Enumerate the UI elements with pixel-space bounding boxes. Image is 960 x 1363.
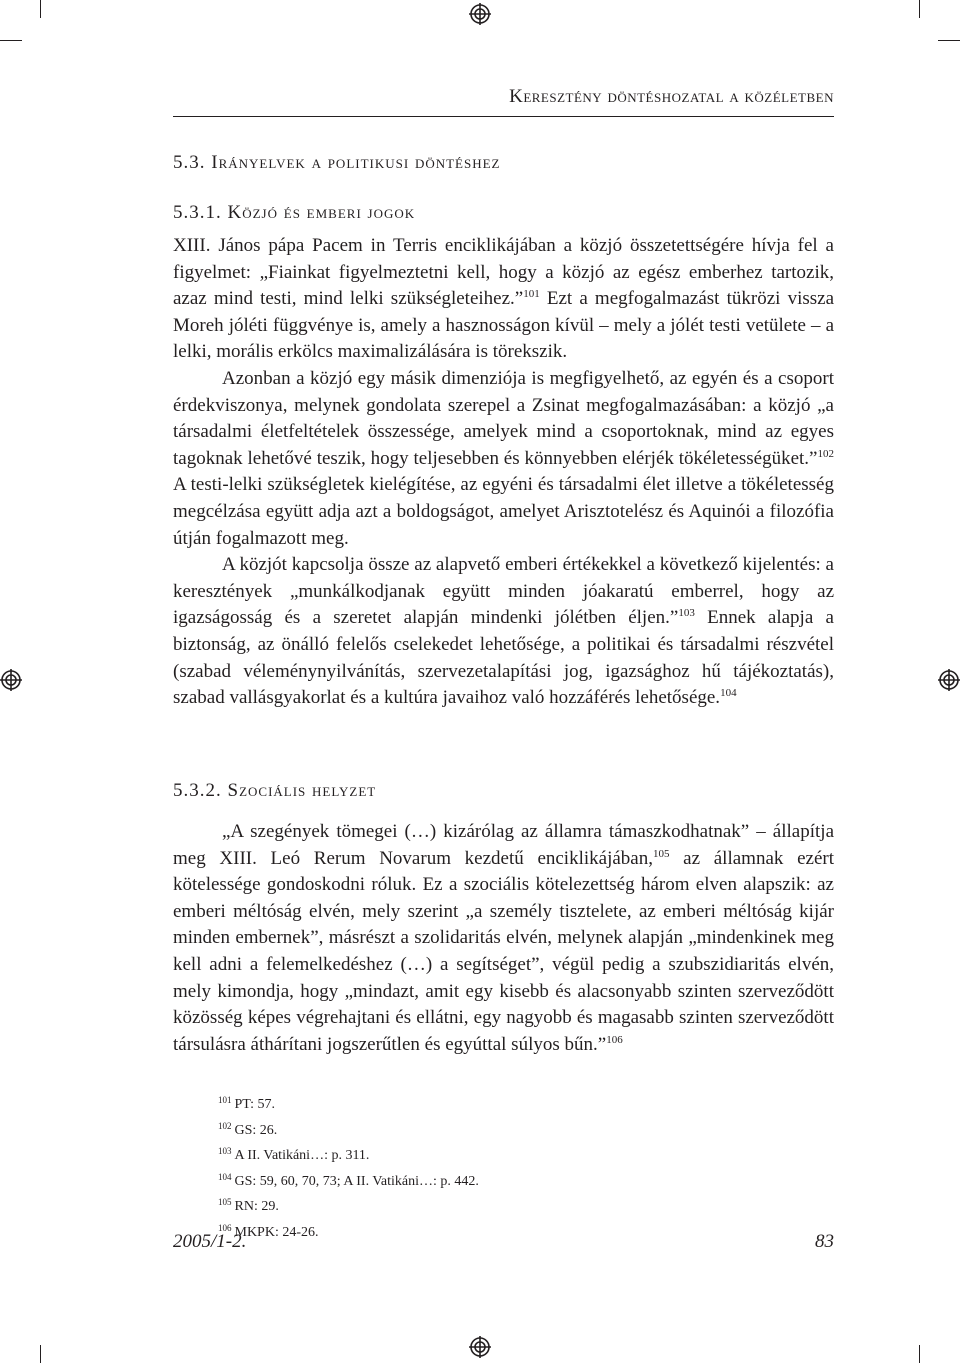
paragraph (173, 233, 834, 366)
footnote-text: PT: 57. (234, 1097, 276, 1112)
crop-mark (919, 0, 920, 18)
footnote-text: RN: 29. (234, 1199, 279, 1214)
paragraph-text: A testi-lelki szükségletek kielégítése, az egyéni és társadalmi élet illetve a tökéletesség megcélzása együtt adja azt a boldogságot, amelyet Arisztotelész és Aquinói a filozófia útján fogalmazott meg. (173, 474, 834, 549)
running-title: Keresztény döntéshozatal a közéletben (509, 86, 834, 107)
page-number: 83 (815, 1231, 834, 1252)
section-body-5-3-2 (173, 819, 834, 1058)
running-header (173, 86, 834, 117)
paragraph-text: Ezt a megfogalmazást tükrözi vissza Moreh jóléti függvénye is, amely a hasznosságon kívül – mely a jólét testi vetülete – a lelki, morális erkölcs maximalizálására is törekszik. (173, 288, 834, 363)
footnote-ref[interactable]: 101 (523, 288, 540, 301)
footnote (218, 1090, 479, 1116)
footnotes (218, 1090, 479, 1243)
footnote (218, 1167, 479, 1193)
footnote (218, 1141, 479, 1167)
footnote-ref[interactable]: 106 (606, 1033, 623, 1046)
footnote-ref[interactable]: 104 (720, 687, 737, 700)
footnote-number: 105 (218, 1197, 232, 1207)
paragraph-text: XIII. János pápa Pacem in Terris enciklikájában a közjó összetettségére hívja fel a figyelmet: „Fiainkat figyelmeztetni kell, hogy a közjó az egész emberhez tartozik, azaz mind testi, mind lelki szükségleteihez.” (173, 235, 834, 310)
crop-mark (40, 0, 41, 18)
paragraph-text: „A szegények tömegei (…) kizárólag az államra támaszkodhatnak” – állapítja meg XIII. Leó Rerum Novarum kezdetű enciklikájában, (173, 821, 834, 869)
footnote-text: MKPK: 24-26. (234, 1224, 319, 1240)
registration-mark-icon (469, 3, 491, 25)
section-heading-5-3-2: 5.3.2. Szociális helyzet (173, 780, 377, 801)
footnote-number: 102 (218, 1120, 232, 1131)
footnote-text: A II. Vatikáni…: p. 311. (234, 1148, 370, 1163)
registration-mark-icon (938, 669, 960, 691)
paragraph (173, 366, 834, 552)
paragraph-text: Azonban a közjó egy másik dimenziója is megfigyelhető, az egyén és a csoport érdekviszonya, melynek gondolata szerepel a Zsinat megfogalmazásában: a közjó „a társadalmi életfeltételek összessége, amelyek mind a csoportoknak, mind az egyes tagoknak lehetővé teszik, hogy teljesebben és könnyebben elérjék tökéletességüket.” (173, 367, 834, 469)
crop-mark (938, 40, 960, 41)
footnote-number: 106 (218, 1222, 232, 1233)
registration-mark-icon (469, 1336, 491, 1358)
footer-issue: 2005/1-2. (173, 1231, 247, 1252)
paragraph-text: A közjót kapcsolja össze az alapvető emberi értékekkel a következő kijelentés: a keresztények „munkálkodjanak együtt minden jóakaratú emberrel, hogy az igazságosság és a szeretet alapján mindenki jólétben éljen.” (173, 554, 834, 629)
paragraph-text: Ennek alapja a biztonság, az önálló felelős cselekedet lehetősége, a politikai és társadalmi részvétel (szabad véleménynyilvánítás, szervezetalapítási jog, igazsághoz hű tájékoztatás), szabad vallásgyakorlat és a kultúra javaihoz való hozzáférés lehetősége. (173, 607, 834, 709)
footnote-text: GS: 59, 60, 70, 73; A II. Vatikáni…: p. 442. (234, 1173, 479, 1189)
footnote (218, 1192, 479, 1218)
footnote-number: 101 (218, 1095, 232, 1105)
footnote-ref[interactable]: 105 (652, 847, 670, 860)
crop-mark (0, 40, 22, 41)
paragraph (173, 552, 834, 712)
section-heading-5-3: 5.3. Irányelvek a politikusi döntéshez (173, 152, 501, 173)
footnote (218, 1116, 479, 1142)
footnote-text: GS: 26. (234, 1122, 278, 1138)
section-body-5-3-1 (173, 233, 834, 712)
footnote-ref[interactable]: 103 (678, 607, 695, 620)
section-heading-5-3-1: 5.3.1. Közjó és emberi jogok (173, 202, 416, 223)
footnote-number: 104 (218, 1171, 232, 1182)
paragraph (173, 819, 834, 1058)
crop-mark (919, 1345, 920, 1363)
crop-mark (40, 1345, 41, 1363)
footnote-ref[interactable]: 102 (817, 447, 834, 460)
paragraph-text: az államnak ezért kötelessége gondoskodni róluk. Ez a szociális kötelezettség három elven alapszik: az emberi méltóság elvén, mely szerint „a személy tisztelete, az emberi méltóság kijár minden embernek”, másrészt a szolidaritás elvén, melynek alapján „mindenkinek meg kell adni a felemelkedéshez (…) a segítséget”, végül pedig a szubszidiaritás elvén, mely kimondja, hogy „mindazt, amit egy kisebb és alacsonyabb szinten szerveződött közösség képes végrehajtani és ellátni, egy nagyobb és magasabb szinten szerveződött társulásra áthárítani jogszerűtlen és egyúttal súlyos bűn.” (173, 847, 834, 1055)
registration-mark-icon (0, 669, 22, 691)
footnote (218, 1218, 479, 1244)
footnote-number: 103 (218, 1146, 232, 1156)
